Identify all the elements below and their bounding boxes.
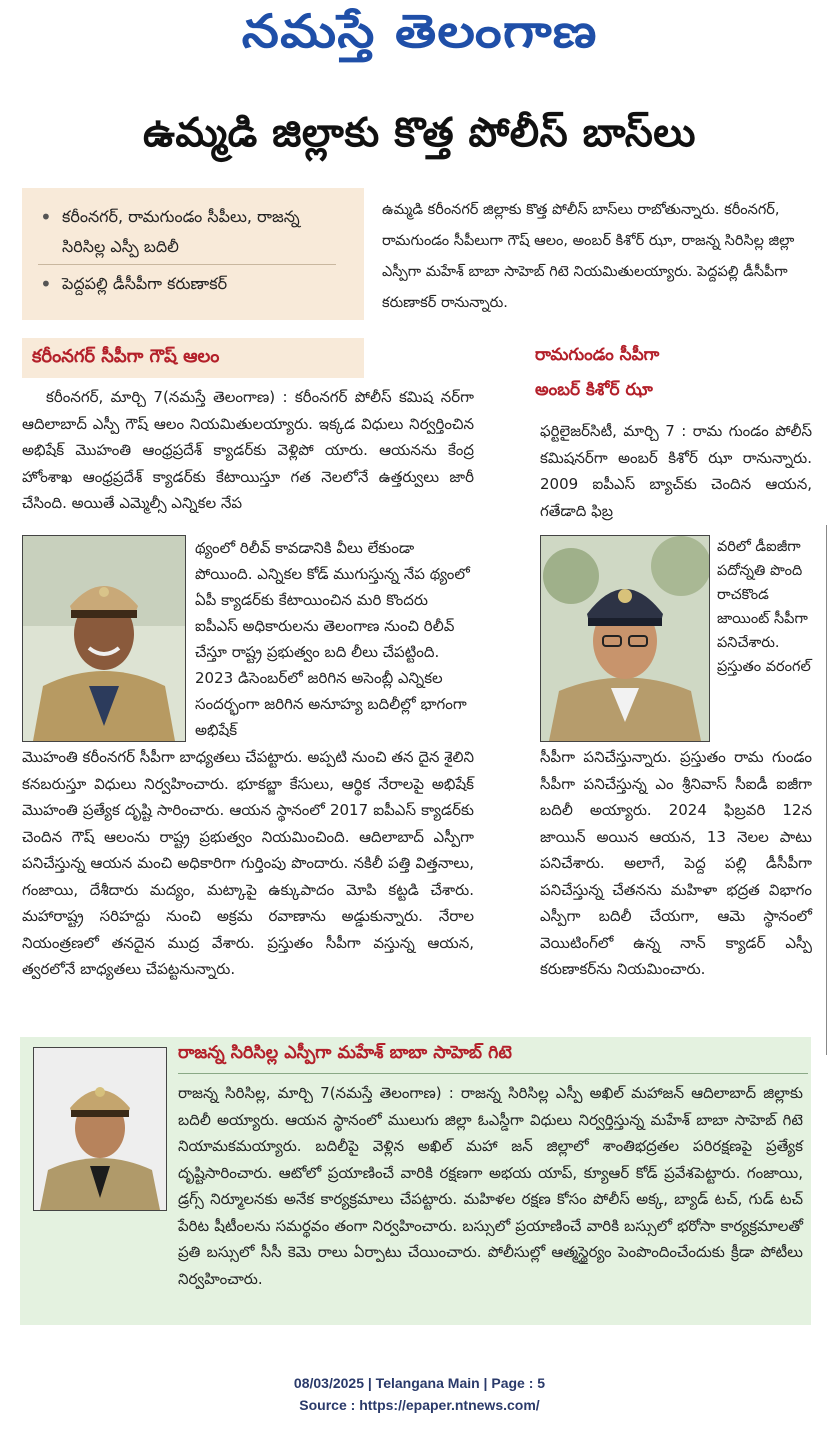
newspaper-logo: నమస్తే తెలంగాణ [241, 4, 598, 58]
story2-subhead-line2: అంబర్ కిశోర్ ఝా [535, 380, 653, 400]
photo-gaush-alam [22, 535, 186, 742]
column-divider [826, 525, 827, 1055]
headline: ఉమ్మడి జిల్లాకు కొత్త పోలీస్ బాస్‌లు [142, 110, 697, 156]
footer-source: Source : https://epaper.ntnews.com/ [299, 1397, 540, 1413]
intro-paragraph: ఉమ్మడి కరీంనగర్ జిల్లాకు కొత్త పోలీస్ బాస్‌లు రాబోతున్నారు. కరీంనగర్, రామగుండం సీపీలుగా గౌష్ ఆలం, అంబర్ కిశోర్ ఝా, రాజన్న సిరిసిల్ల జిల్లా ఎస్పీగా మహేశ్ బాబా సాహెబ్ గిటె నియమితులయ్యారు. పెద్దపల్లి డీసీపీగా కరుణాకర్ రానున్నారు. [382, 202, 795, 311]
summary-bullet-1: • కరీంనగర్, రామగుండం సీపీలు, రాజన్న సిరిసిల్ల ఎస్పీ బదిలీ [38, 202, 336, 265]
summary-box [22, 188, 364, 320]
story1-subhead-box [22, 338, 364, 378]
story3-rule [178, 1073, 808, 1074]
story2-lead: ఫర్టిలైజర్‌సిటీ, మార్చి 7 : రామ గుండం పోలీస్ కమిషనర్‌గా అంబర్ కిశోర్ ఝా రానున్నారు. 2009 ఐపీఎస్ బ్యాచ్‌కు చెందిన ఆయన, గతేడాది ఫిబ్ర [540, 422, 812, 520]
footer-date-page: 08/03/2025 | Telangana Main | Page : 5 [293, 1375, 546, 1391]
story2-body: సీపీగా పనిచేస్తున్నారు. ప్రస్తుతం రామ గుండం సీపీగా పనిచేస్తున్న ఎం శ్రీనివాస్ సీఐడీ ఐజీగా బదిలీ అయ్యారు. 2024 ఫిబ్రవరి 12న జాయిన్ అయిన ఆయన, 13 నెలల పాటు పనిచేశారు. అలాగే, పెద్ద పల్లి డీసీపీగా పనిచేస్తున్న చేతనను మహిళా భద్రత విభాగం ఎస్పీగా బదిలీ చేయగా, ఆమె స్థానంలో వెయిటింగ్‌లో ఉన్న నాన్ క్యాడర్ ఎస్పీ కరుణాకర్‌ను నియమించారు. [540, 748, 812, 978]
summary-bullet-2: • పెద్దపల్లి డీసీపీగా కరుణాకర్ [38, 269, 364, 299]
story2-wrap-text: వరిలో డీఐజీగా పదోన్నతి పొంది రాచకొండ జాయింట్ సీపీగా పనిచేశారు. ప్రస్తుతం వరంగల్ [717, 539, 811, 675]
photo-mahesh-gite [33, 1047, 167, 1211]
story1-subhead: కరీంనగర్ సీపీగా గౌష్ ఆలం [32, 346, 220, 367]
story1-lead-text: కరీంనగర్, మార్చి 7(నమస్తే తెలంగాణ) : కరీంనగర్ పోలీస్ కమిష నర్‌గా ఆదిలాబాద్ ఎస్పీ గౌష్ ఆలం నియమితులయ్యారు. ఇక్కడ విధులు నిర్వర్తించిన అభిషేక్ మొహంతి ఆంధ్రప్రదేశ్ క్యాడర్‌కు వెళ్లిపో యారు. ఆయనను కేంద్ర హోంశాఖ ఆంధ్రప్రదేశ్ క్యాడర్‌కు కేటాయిస్తూ గత నెలలోనే ఉత్తర్వులు జారీ చేసింది. అయితే ఎమ్మెల్సీ ఎన్నికల నేప [22, 388, 474, 512]
footer [0, 1372, 839, 1416]
story2-subhead-line1: రామగుండం సీపీగా [535, 345, 660, 365]
story3-subhead: రాజన్న సిరిసిల్ల ఎస్పీగా మహేశ్ బాబా సాహెబ్ గిటె [178, 1043, 512, 1063]
story1-body: మొహంతి కరీంనగర్ సీపీగా బాధ్యతలు చేపట్టారు. అప్పటి నుంచి తన దైన శైలిని కనబరుస్తూ విధులు నిర్వహించారు. భూకబ్జా కేసులు, ఆర్థిక నేరాలపై అభిషేక్ మొహంతి ప్రత్యేక దృష్టి సారించారు. ఆయన స్థానంలో 2017 ఐపీఎస్ క్యాడర్‌కు చెందిన గౌష్ ఆలంను రాష్ట్ర ప్రభుత్వం నియమించింది. ఆదిలాబాద్ ఎస్పీగా పనిచేస్తున్న ఆయన మంచి అధికారిగా గుర్తింపు పొందారు. నకిలీ పత్తి విత్తనాలు, గంజాయి, దేశీదారు మద్యం, మట్కాపై ఉక్కుపాదం మోపి కట్టడి చేశారు. మహారాష్ట్ర సరిహద్దు నుంచి అక్రమ రవాణాను అడ్డుకున్నారు. నేరాల నియంత్రణలో తనదైన ముద్ర వేశారు. ప్రస్తుతం సీపీగా వస్తున్న ఆయన, త్వరలోనే బాధ్యతలు చేపట్టనున్నారు. [22, 748, 474, 978]
photo-amber-kishore-jha [540, 535, 710, 742]
story1-wrap-text: థ్యంలో రిలీవ్ కావడానికి వీలు లేకుండా పోయింది. ఎన్నికల కోడ్ ముగుస్తున్న నేప థ్యంలో ఏపీ క్యాడర్‌కు కేటాయించిన మరి కొందరు ఐపీఎస్ అధికారులను తెలంగాణ నుంచి రిలీవ్ చేస్తూ రాష్ట్ర ప్రభుత్వం బది లీలు చేపట్టింది. 2023 డిసెంబర్‌లో జరిగిన అసెంబ్లీ ఎన్నికల సందర్భంగా జరిగిన అనూహ్య బదిలీల్లో భాగంగా అభిషేక్ [195, 539, 470, 739]
story1-lead [22, 384, 474, 517]
story2-subhead [535, 338, 735, 408]
masthead [0, 0, 839, 80]
story3-body: రాజన్న సిరిసిల్ల, మార్చి 7(నమస్తే తెలంగాణ) : రాజన్న సిరిసిల్ల ఎస్పీ అఖిల్ మహాజన్ ఆదిలాబాద్ జిల్లాకు బదిలీ అయ్యారు. ఆయన స్థానంలో ములుగు జిల్లా ఓఎస్డీగా విధులు నిర్వర్తిస్తున్న మహేశ్ బాబా సాహెబ్ గిటె నియామకమయ్యారు. బదిలీపై వెళ్లిన అఖిల్ మహా జన్ జిల్లాలో శాంతిభద్రతల పరిరక్షణపై ప్రత్యేక దృష్టిసారించారు. ఆటోలో ప్రయాణించే వారికి రక్షణగా అభయ యాప్, క్యూఆర్ కోడ్ ప్రవేశపెట్టారు. గంజాయి, డ్రగ్స్ నిర్మూలనకు అనేక కార్యక్రమాలు చేపట్టారు. మహిళల రక్షణ కోసం పోలీస్ అక్క, బ్యాడ్ టచ్, గుడ్ టచ్ పేరిట షీటీంలను సమర్థవం తంగా నిర్వహించారు. బస్సులో ప్రయాణించే వారికి బస్సులో భరోసా కార్యక్రమాలతో ప్రతి బస్సులో సీసీ కెమె రాలు ఏర్పాటు చేయించారు. పోలీసుల్లో ఆత్మస్థైర్యం పెంపొందించేందుకు క్రీడా పోటీలు నిర్వహించారు. [178, 1084, 803, 1288]
